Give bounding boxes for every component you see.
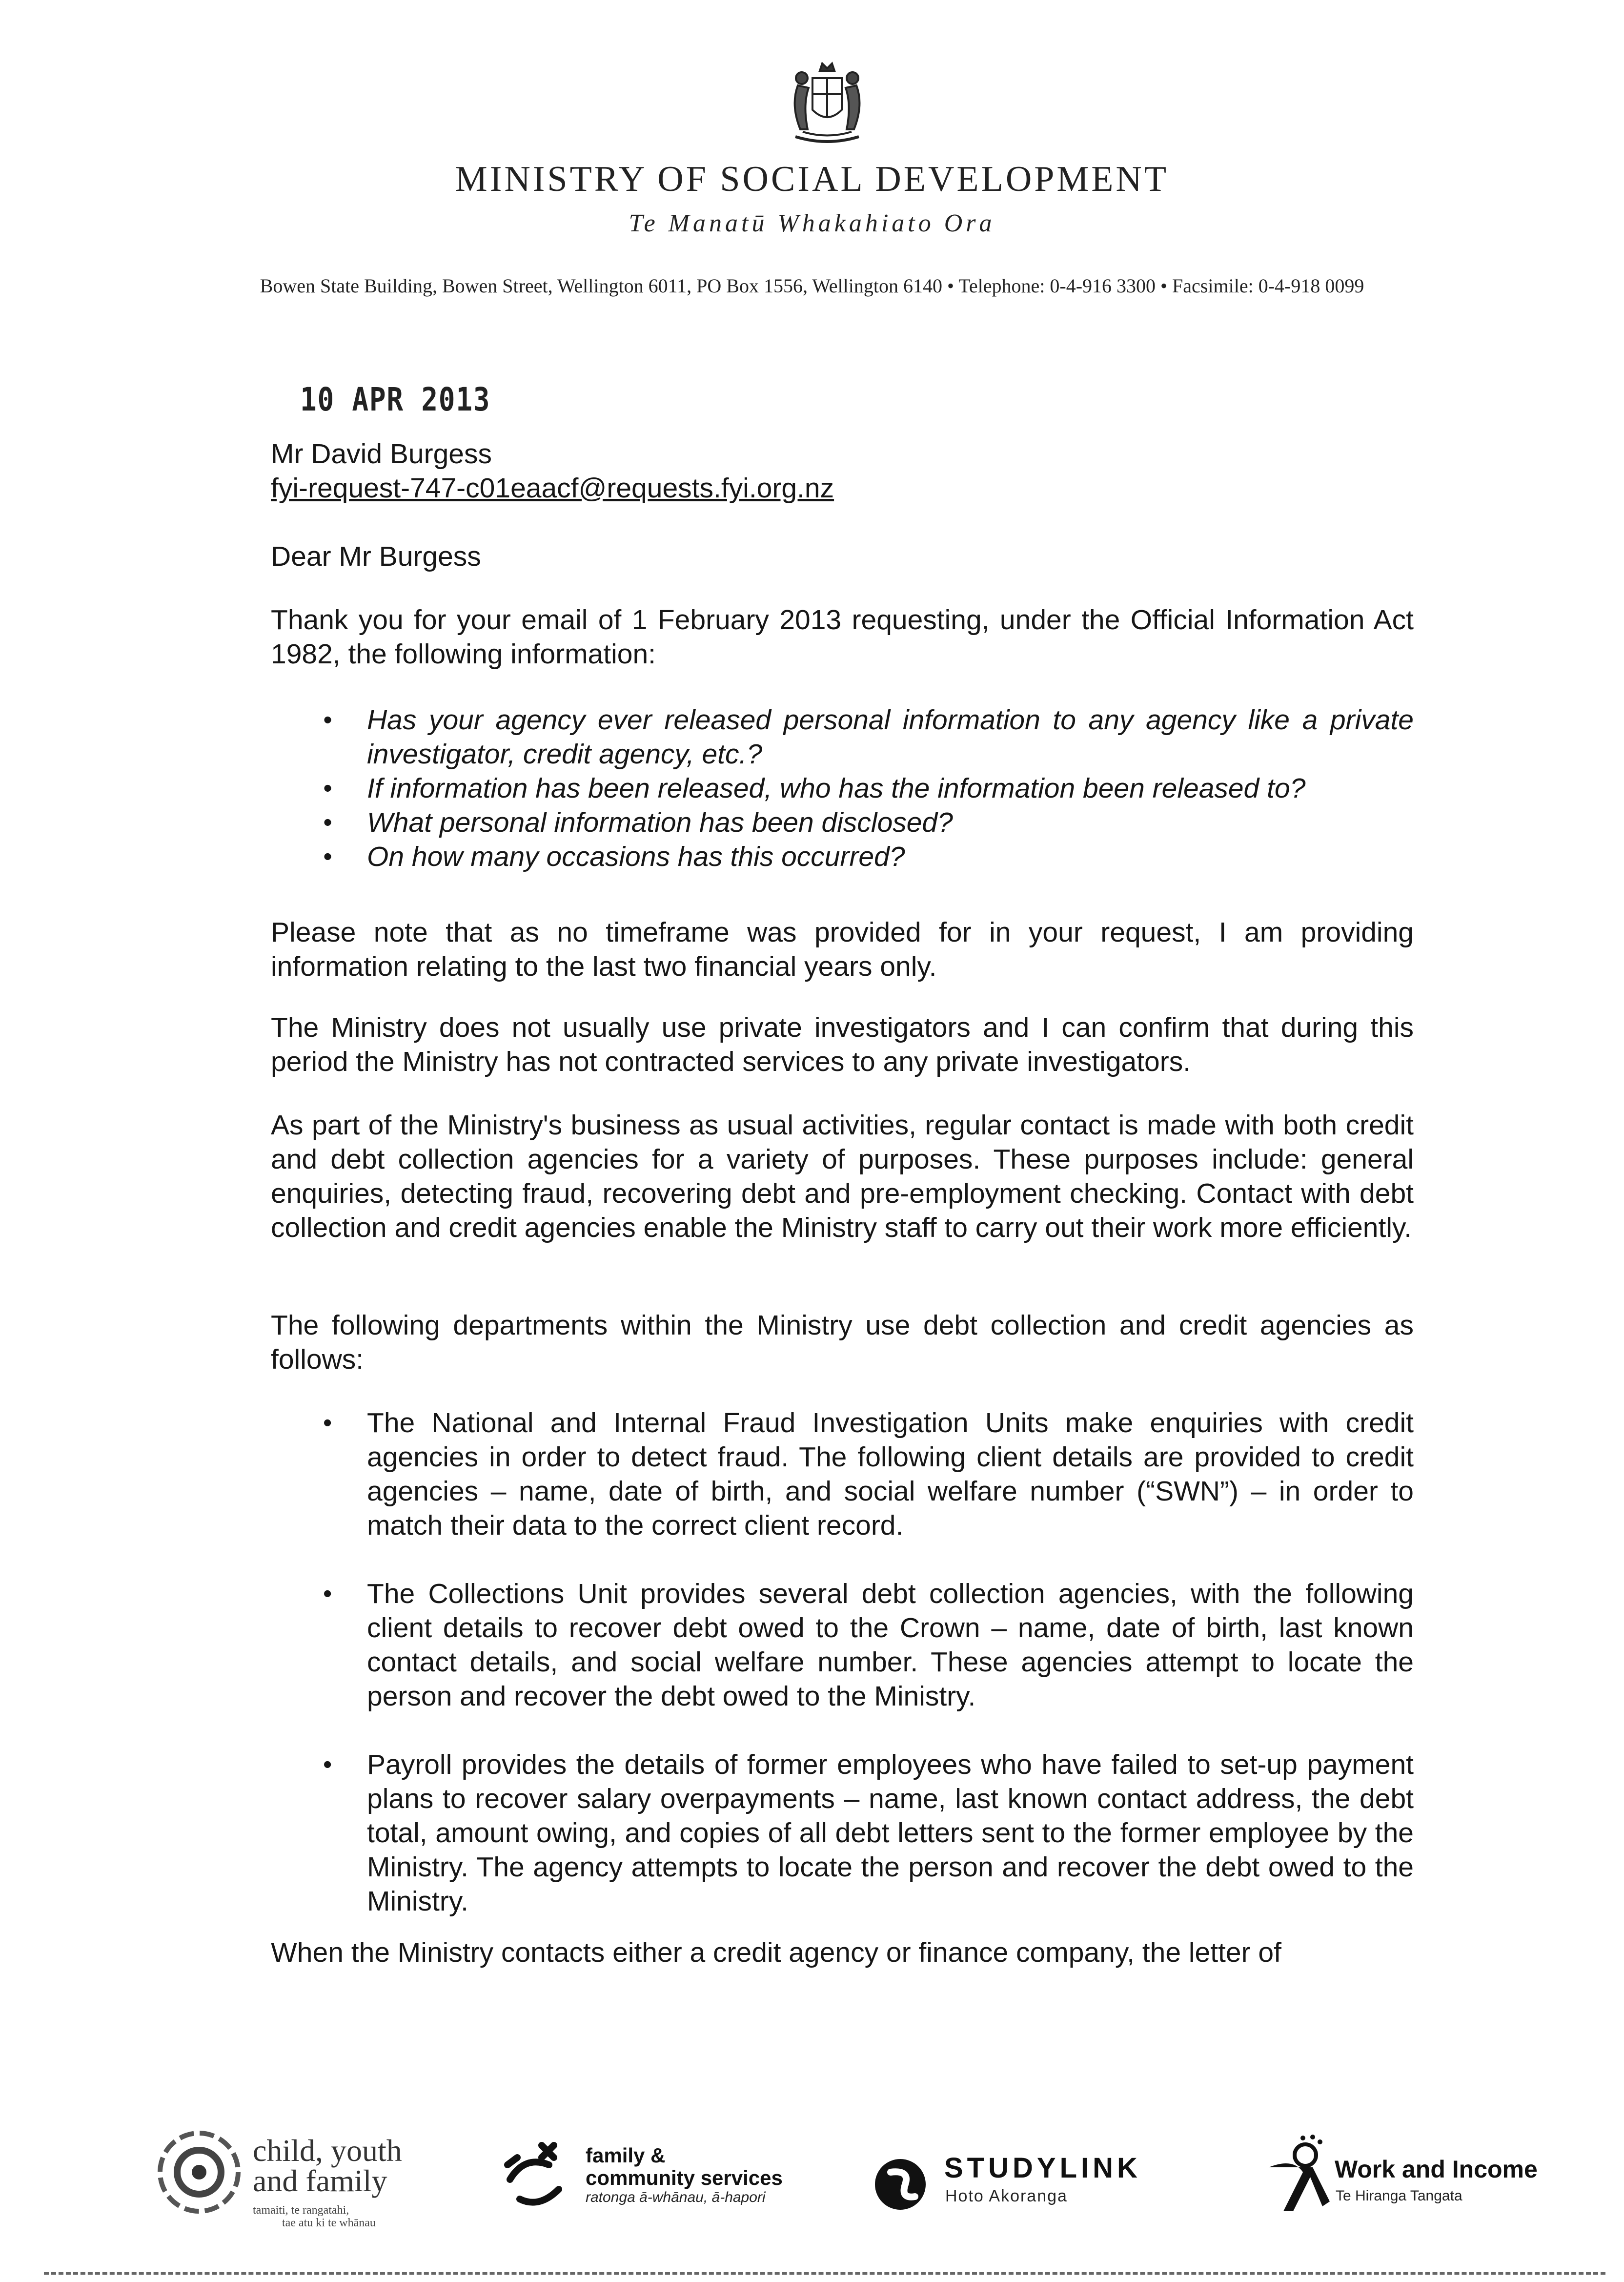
bullet-icon: •: [323, 1409, 332, 1437]
child-youth-family-swirl-icon: [155, 2126, 248, 2219]
family-community-services-logo: [495, 2136, 798, 2219]
fcs-name-line-1: family &: [586, 2144, 666, 2167]
list-item: • On how many occasions has this occurred?: [271, 840, 1414, 874]
list-item: • If information has been released, who has the information been released to?: [271, 771, 1414, 805]
recipient-block: [271, 437, 834, 505]
cyf-name-line-2: and family: [253, 2163, 387, 2198]
ministry-name: MINISTRY OF SOCIAL DEVELOPMENT: [455, 159, 1169, 199]
recipient-name: Mr David Burgess: [271, 438, 492, 470]
family-community-services-icon: [495, 2136, 578, 2219]
bullet-icon: •: [323, 808, 332, 837]
nz-coat-of-arms-icon: [778, 56, 876, 154]
request-questions-list: [271, 703, 1414, 874]
studylink-sub: Hoto Akoranga: [945, 2187, 1068, 2205]
studylink-name: STUDYLINK: [944, 2152, 1141, 2184]
business-contact-paragraph: As part of the Ministry's business as usual activities, regular contact is made with both credit and debt collection agencies for a variety of purposes. These purposes include: general enquiries, detecting fraud, recovering debt and pre-employment checking. Contact with debt collection and credit agencies enable the Ministry staff to carry out their work more efficiently.: [271, 1110, 1414, 1243]
work-and-income-figure-icon: [1264, 2133, 1332, 2216]
list-item: • Has your agency ever released personal information to any agency like a private investigator, credit agency, etc.?: [271, 703, 1414, 771]
list-item: • What personal information has been disclosed?: [271, 805, 1414, 840]
work-and-income-name: Work and Income: [1335, 2156, 1538, 2183]
cyf-sub-line-2: tae atu ki te whānau: [282, 2217, 376, 2229]
closing-paragraph-fragment: When the Ministry contacts either a credit agency or finance company, the letter of: [271, 1937, 1281, 1968]
list-item: • The National and Internal Fraud Investigation Units make enquiries with credit agencies in order to detect fraud. The following client details are provided to credit agencies – name, date of birth, and social welfare number (“SWN”) – in order to match their data to the correct client record.: [271, 1406, 1414, 1542]
fcs-sub: ratonga ā-whānau, ā-hapori: [586, 2189, 766, 2205]
list-item: • Payroll provides the details of former employees who have failed to set-up payment plans to recover salary overpayments – name, last known contact address, the debt total, amount owing, and copies of all debt letters sent to the former employee by the Ministry. The agency attempts to locate the person and recover the debt owed to the Ministry.: [271, 1747, 1414, 1918]
recipient-email: fyi-request-747-c01eaacf@requests.fyi.org.nz: [271, 473, 834, 504]
private-investigators-paragraph: The Ministry does not usually use private investigators and I can confirm that during this period the Ministry has not contracted services to any private investigators.: [271, 1012, 1414, 1077]
work-and-income-logo: [1264, 2133, 1566, 2216]
bullet-icon: •: [323, 1580, 332, 1608]
bullet-icon: •: [323, 843, 332, 871]
bullet-icon: •: [323, 706, 332, 734]
salutation: Dear Mr Burgess: [271, 541, 481, 572]
bullet-icon: •: [323, 1750, 332, 1779]
fcs-name-line-2: community services: [586, 2166, 783, 2189]
page-bottom-divider: [44, 2272, 1605, 2275]
cyf-name-line-1: child, youth: [253, 2133, 402, 2168]
departments-list: [271, 1406, 1414, 1953]
list-item: • The Collections Unit provides several debt collection agencies, with the following client details to recover debt owed to the Crown – name, date of birth, last known contact details, and social welfare number. These agencies attempt to locate the person and recover the debt owed to the Ministry.: [271, 1577, 1414, 1713]
timeframe-paragraph: Please note that as no timeframe was provided for in your request, I am providing information relating to the last two financial years only.: [271, 917, 1414, 982]
studylink-logo: [871, 2153, 1213, 2216]
date-stamp: 10 APR 2013: [300, 381, 491, 418]
work-and-income-sub: Te Hiranga Tangata: [1336, 2188, 1462, 2204]
departments-intro-paragraph: The following departments within the Ministry use debt collection and credit agencies as follows:: [271, 1310, 1414, 1375]
ministry-address-line: Bowen State Building, Bowen Street, Wellington 6011, PO Box 1556, Wellington 6140 • Telephone: 0-4-916 3300 • Facsimile: 0-4-918 0099: [260, 275, 1364, 297]
intro-paragraph: Thank you for your email of 1 February 2013 requesting, under the Official Information Act 1982, the following information:: [271, 604, 1414, 670]
child-youth-family-logo: [155, 2126, 428, 2229]
studylink-icon: [871, 2155, 930, 2214]
ministry-name-maori: Te Manatū Whakahiato Ora: [629, 209, 995, 237]
bullet-icon: •: [323, 774, 332, 802]
cyf-sub-line-1: tamaiti, te rangatahi,: [253, 2204, 349, 2217]
